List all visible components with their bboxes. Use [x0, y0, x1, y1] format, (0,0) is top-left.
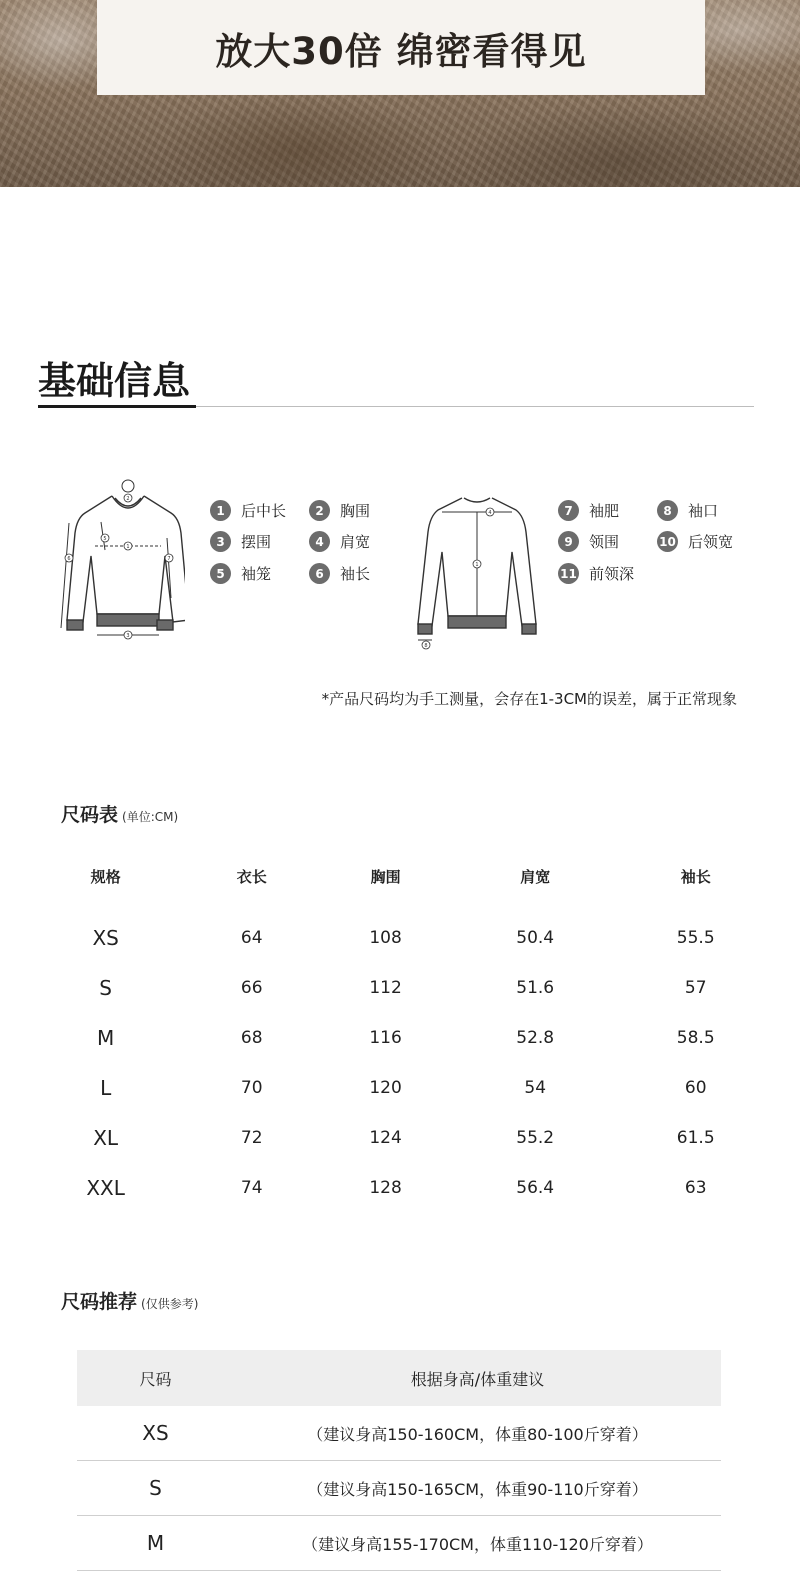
size-cell: S — [99, 976, 112, 1000]
legend-label: 胸围 — [340, 502, 371, 520]
size-cell: M — [97, 1026, 115, 1050]
table-row — [24, 1113, 776, 1163]
size-chart-title-text: 尺码表 — [61, 804, 119, 826]
advice-cell: （建议身高150-160CM，体重80-100斤穿着） — [234, 1406, 721, 1461]
value-cell: 116 — [369, 1028, 402, 1048]
front-label: 2 — [126, 496, 130, 502]
recommend-table — [77, 1350, 721, 1571]
value-cell: 72 — [240, 1128, 263, 1148]
header-cell: 衣长 — [236, 867, 267, 886]
value-cell: 55.2 — [516, 1128, 555, 1148]
legend-label: 袖肥 — [589, 502, 620, 520]
value-cell: 51.6 — [516, 978, 555, 998]
back-label: 1 — [475, 562, 479, 568]
legend-label: 袖口 — [688, 502, 719, 520]
header-cell: 肩宽 — [520, 867, 551, 886]
size-cell: XL — [93, 1126, 119, 1150]
legend-item — [210, 531, 271, 552]
header-cell: 尺码 — [77, 1350, 234, 1406]
sweater-back-diagram — [412, 492, 542, 652]
table-row — [77, 1461, 721, 1516]
legend-number: 1 — [210, 500, 231, 521]
value-cell: 68 — [240, 1028, 263, 1048]
sweater-front-diagram — [55, 478, 185, 648]
value-cell: 57 — [684, 978, 707, 998]
value-cell: 50.4 — [516, 928, 555, 948]
front-label: 1 — [126, 544, 130, 550]
legend-label: 领围 — [589, 533, 620, 551]
legend-label: 前领深 — [589, 565, 635, 583]
size-cell: L — [100, 1076, 112, 1100]
measurement-note: *产品尺码均为手工测量，会存在1-3CM的误差，属于正常现象 — [321, 690, 737, 708]
legend-number: 11 — [558, 563, 579, 584]
value-cell: 124 — [369, 1128, 402, 1148]
back-label: 4 — [488, 510, 492, 516]
advice-cell: （建议身高155-170CM，体重110-120斤穿着） — [234, 1516, 721, 1571]
value-cell: 56.4 — [516, 1178, 555, 1198]
legend-item — [309, 563, 370, 584]
legend-item — [210, 500, 286, 521]
legend-item — [657, 531, 733, 552]
value-cell: 120 — [369, 1078, 402, 1098]
legend-number: 10 — [657, 531, 678, 552]
size-table — [24, 850, 776, 1213]
header-cell: 胸围 — [370, 867, 401, 886]
value-cell: 55.5 — [676, 928, 715, 948]
size-cell: M — [77, 1516, 234, 1571]
table-row — [77, 1516, 721, 1571]
legend-number: 9 — [558, 531, 579, 552]
table-row — [24, 1013, 776, 1063]
legend-item — [558, 500, 619, 521]
value-cell: 64 — [240, 928, 263, 948]
value-cell: 63 — [684, 1178, 707, 1198]
header-cell: 袖长 — [680, 867, 711, 886]
value-cell: 108 — [369, 928, 402, 948]
legend-number: 3 — [210, 531, 231, 552]
legend-item — [309, 531, 370, 552]
value-cell: 60 — [684, 1078, 707, 1098]
front-label: 3 — [126, 633, 130, 639]
table-row — [24, 1063, 776, 1113]
table-row — [77, 1406, 721, 1461]
advice-cell: （建议身高150-165CM，体重90-110斤穿着） — [234, 1461, 721, 1516]
legend-number: 7 — [558, 500, 579, 521]
value-cell: 66 — [240, 978, 263, 998]
legend-number: 6 — [309, 563, 330, 584]
recommend-note: (仅供参考) — [141, 1297, 199, 1311]
section-title: 基础信息 — [38, 359, 191, 403]
legend-label: 肩宽 — [340, 533, 371, 551]
legend-label: 后中长 — [241, 502, 287, 520]
value-cell: 70 — [240, 1078, 263, 1098]
recommend-table-header — [77, 1350, 721, 1406]
legend-item — [210, 563, 271, 584]
hero-fabric-image — [0, 0, 800, 187]
size-cell: XS — [77, 1406, 234, 1461]
legend-item — [558, 531, 619, 552]
legend-number: 5 — [210, 563, 231, 584]
front-label: 7 — [167, 556, 171, 562]
legend-item — [558, 563, 634, 584]
value-cell: 54 — [524, 1078, 547, 1098]
hero-banner — [97, 0, 705, 95]
back-label: 8 — [424, 643, 428, 649]
title-underline — [38, 405, 196, 408]
front-label: 5 — [103, 536, 107, 542]
value-cell: 128 — [369, 1178, 402, 1198]
size-cell: XXL — [86, 1176, 125, 1200]
size-cell: S — [77, 1461, 234, 1516]
legend-label: 袖笼 — [241, 565, 272, 583]
front-label: 6 — [67, 556, 71, 562]
recommend-title — [61, 1287, 198, 1314]
legend-item — [657, 500, 718, 521]
hero-banner-text: 放大30倍 绵密看得见 — [215, 29, 587, 73]
header-cell: 规格 — [90, 867, 121, 886]
header-cell: 根据身高/体重建议 — [234, 1350, 721, 1406]
legend-number: 2 — [309, 500, 330, 521]
legend-label: 袖长 — [340, 565, 371, 583]
legend-number: 4 — [309, 531, 330, 552]
table-row — [24, 963, 776, 1013]
value-cell: 52.8 — [516, 1028, 555, 1048]
value-cell: 58.5 — [676, 1028, 715, 1048]
legend-label: 后领宽 — [688, 533, 734, 551]
legend-item — [309, 500, 370, 521]
table-row — [24, 1163, 776, 1213]
value-cell: 74 — [240, 1178, 263, 1198]
legend-label: 摆围 — [241, 533, 272, 551]
table-row — [24, 902, 776, 963]
legend-number: 8 — [657, 500, 678, 521]
value-cell: 112 — [369, 978, 402, 998]
size-chart-unit: (单位:CM) — [122, 810, 179, 824]
size-cell: XS — [92, 926, 119, 950]
value-cell: 61.5 — [676, 1128, 715, 1148]
size-table-header — [24, 850, 776, 902]
size-chart-title — [61, 800, 178, 827]
recommend-title-text: 尺码推荐 — [61, 1291, 138, 1313]
